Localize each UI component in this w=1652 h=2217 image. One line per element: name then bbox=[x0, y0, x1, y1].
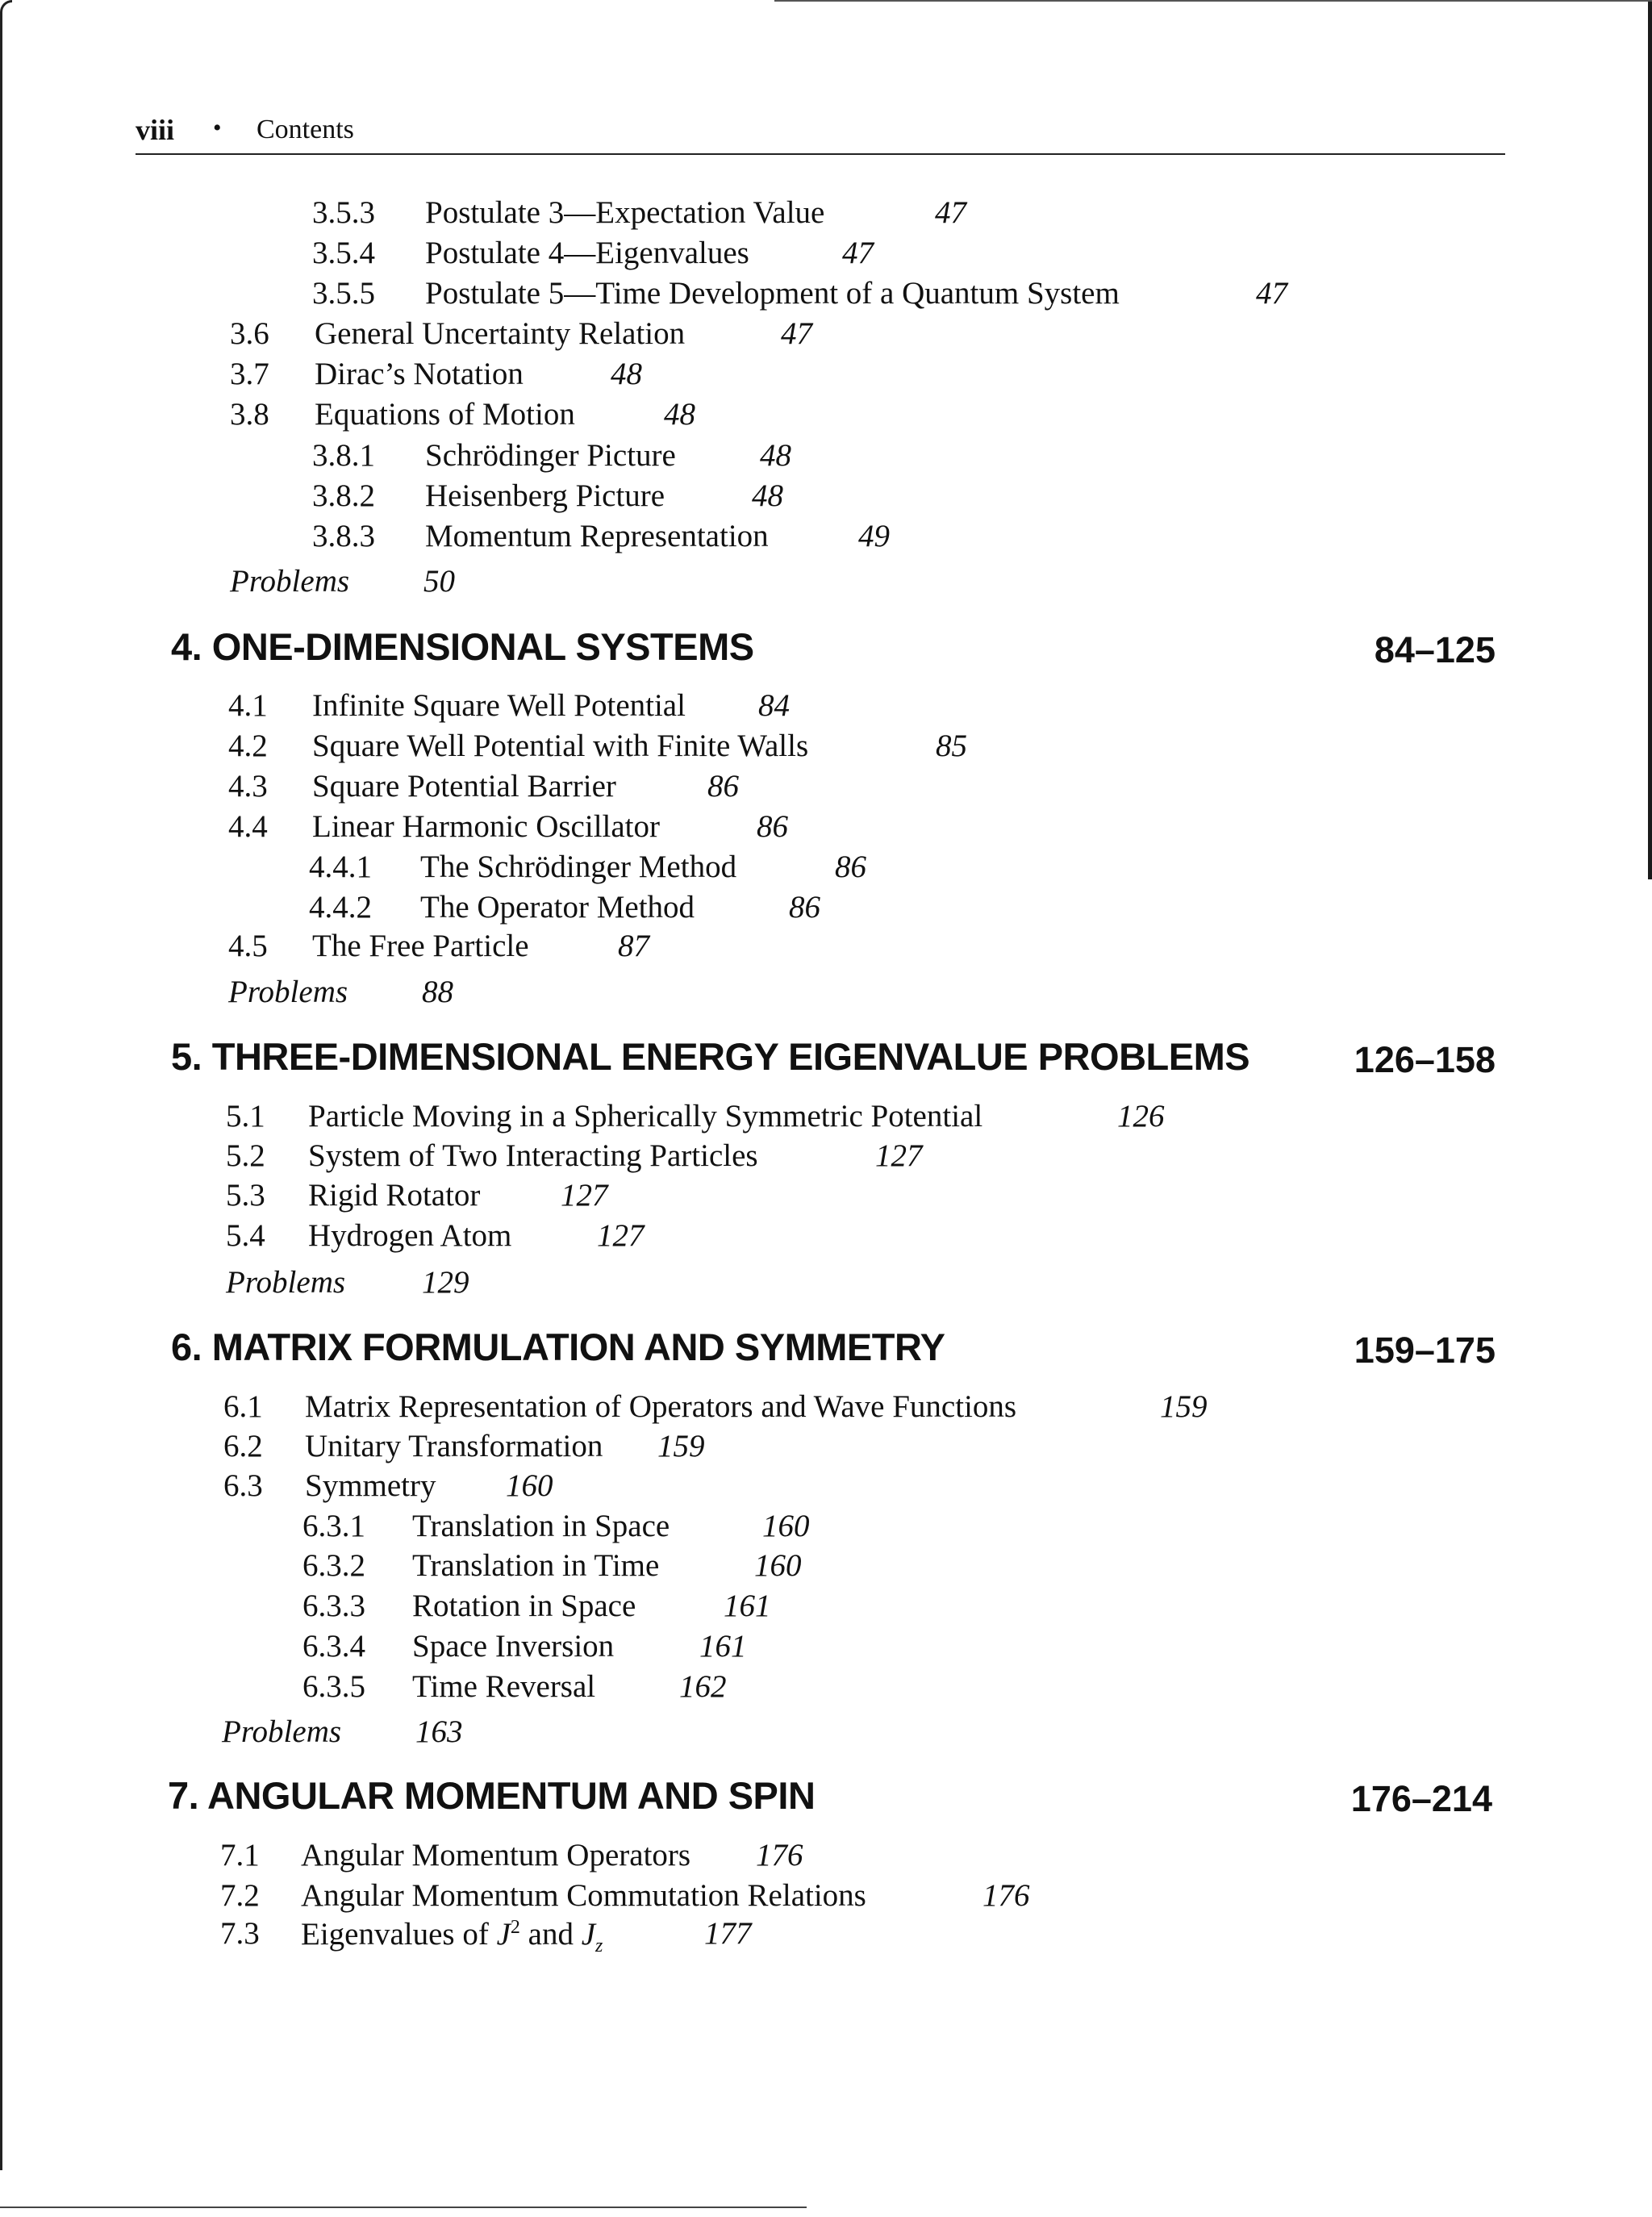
entry-number: 3.7 bbox=[230, 357, 269, 391]
entry-number: 7.2 bbox=[220, 1878, 260, 1913]
scan-edge-left bbox=[0, 24, 2, 2170]
entry-page: 176 bbox=[756, 1838, 803, 1873]
entry-page: 161 bbox=[724, 1589, 771, 1623]
chapter-page-range: 84–125 bbox=[1374, 629, 1496, 670]
entry-number: 3.5.5 bbox=[312, 276, 375, 311]
entry-page: 48 bbox=[760, 438, 791, 473]
entry-title: Infinite Square Well Potential bbox=[312, 688, 686, 723]
entry-number: 4.4 bbox=[228, 809, 268, 844]
entry-number: 3.8.1 bbox=[312, 438, 375, 473]
entry-title: Postulate 3—Expectation Value bbox=[425, 195, 825, 230]
chapter-title: 4. ONE-DIMENSIONAL SYSTEMS bbox=[171, 625, 754, 668]
chapter-title: 7. ANGULAR MOMENTUM AND SPIN bbox=[168, 1774, 816, 1817]
entry-page: 160 bbox=[754, 1548, 802, 1583]
entry-title: Angular Momentum Operators bbox=[301, 1838, 691, 1873]
entry-page: 159 bbox=[1160, 1389, 1208, 1424]
chapter-heading-7 bbox=[168, 1773, 1502, 1822]
entry-title: General Uncertainty Relation bbox=[315, 316, 686, 351]
entry-page: 86 bbox=[757, 809, 788, 844]
entry-title: Angular Momentum Commutation Relations bbox=[301, 1878, 866, 1913]
chapter-page-range: 176–214 bbox=[1350, 1778, 1492, 1819]
scan-edge-right bbox=[1648, 0, 1652, 879]
header-rule bbox=[136, 153, 1505, 155]
entry-number: 7.1 bbox=[220, 1838, 260, 1873]
entry-number: 3.8 bbox=[230, 397, 269, 432]
entry-title: Rigid Rotator bbox=[308, 1178, 481, 1213]
entry-title: Time Reversal bbox=[412, 1669, 596, 1704]
chapter-heading-6 bbox=[171, 1325, 1505, 1373]
running-header bbox=[136, 113, 1505, 153]
entry-page: 160 bbox=[762, 1509, 810, 1543]
entry-number: 6.3.2 bbox=[302, 1548, 365, 1583]
entry-title: System of Two Interacting Particles bbox=[308, 1138, 758, 1173]
entry-title: Linear Harmonic Oscillator bbox=[312, 809, 660, 844]
entry-page: 47 bbox=[842, 236, 874, 270]
entry-title: Equations of Motion bbox=[315, 397, 575, 432]
entry-number: 6.1 bbox=[223, 1389, 263, 1424]
chapter-heading-5 bbox=[171, 1034, 1505, 1083]
entry-page: 160 bbox=[506, 1468, 553, 1503]
header-title: Contents bbox=[257, 115, 354, 144]
scan-edge-bottom bbox=[0, 2207, 807, 2208]
entry-title bbox=[301, 1918, 603, 1956]
entry-title: Square Well Potential with Finite Walls bbox=[312, 729, 809, 763]
entry-number: 3.8.3 bbox=[312, 519, 375, 553]
entry-page: 176 bbox=[982, 1878, 1030, 1913]
problems-label: Problems bbox=[230, 564, 350, 599]
entry-number: 4.4.2 bbox=[309, 890, 372, 925]
entry-page: 50 bbox=[423, 564, 455, 599]
entry-page: 87 bbox=[618, 929, 649, 963]
entry-page: 47 bbox=[781, 316, 812, 351]
entry-title: Schrödinger Picture bbox=[425, 438, 676, 473]
entry-page: 126 bbox=[1117, 1099, 1165, 1134]
entry-title: Momentum Representation bbox=[425, 519, 769, 553]
entry-page: 127 bbox=[597, 1218, 645, 1253]
entry-page: 48 bbox=[752, 478, 783, 513]
j-superscript: 2 bbox=[510, 1917, 520, 1938]
chapter-title: 5. THREE-DIMENSIONAL ENERGY EIGENVALUE PROBLEMS bbox=[171, 1035, 1250, 1078]
entry-title: Dirac’s Notation bbox=[315, 357, 524, 391]
entry-title-prefix: Eigenvalues of bbox=[301, 1917, 497, 1952]
entry-number: 4.1 bbox=[228, 688, 268, 723]
entry-title: Translation in Space bbox=[412, 1509, 670, 1543]
entry-page: 84 bbox=[758, 688, 790, 723]
header-bullet: • bbox=[213, 115, 222, 141]
jz-letter: J bbox=[581, 1917, 596, 1952]
chapter-heading-4 bbox=[171, 624, 1505, 673]
entry-page: 162 bbox=[679, 1669, 727, 1704]
entry-title: Hydrogen Atom bbox=[308, 1218, 512, 1253]
entry-number: 6.3.4 bbox=[302, 1629, 365, 1664]
entry-title: Matrix Representation of Operators and Wave Functions bbox=[305, 1389, 1017, 1424]
page-number-roman: viii bbox=[136, 114, 175, 146]
chapter-page-range: 159–175 bbox=[1354, 1330, 1496, 1371]
entry-title: Postulate 5—Time Development of a Quantum System bbox=[425, 276, 1120, 311]
entry-title: Unitary Transformation bbox=[305, 1429, 603, 1463]
entry-number: 6.2 bbox=[223, 1429, 263, 1463]
entry-page: 163 bbox=[415, 1714, 463, 1749]
entry-page: 161 bbox=[699, 1629, 747, 1664]
entry-page: 159 bbox=[657, 1429, 705, 1463]
entry-number: 4.3 bbox=[228, 769, 268, 804]
entry-number: 6.3.1 bbox=[302, 1509, 365, 1543]
scan-edge-top bbox=[774, 0, 1652, 2]
entry-title: Rotation in Space bbox=[412, 1589, 636, 1623]
entry-number: 3.8.2 bbox=[312, 478, 375, 513]
entry-number: 6.3 bbox=[223, 1468, 263, 1503]
entry-number: 4.4.1 bbox=[309, 850, 372, 884]
entry-page: 86 bbox=[789, 890, 820, 925]
entry-number: 4.2 bbox=[228, 729, 268, 763]
entry-title: Translation in Time bbox=[412, 1548, 660, 1583]
chapter-title: 6. MATRIX FORMULATION AND SYMMETRY bbox=[171, 1326, 945, 1368]
entry-title: Postulate 4—Eigenvalues bbox=[425, 236, 749, 270]
entry-number: 5.2 bbox=[226, 1138, 265, 1173]
entry-page: 85 bbox=[936, 729, 967, 763]
entry-number: 3.5.4 bbox=[312, 236, 375, 270]
entry-number: 3.6 bbox=[230, 316, 269, 351]
entry-number: 6.3.5 bbox=[302, 1669, 365, 1704]
entry-page: 86 bbox=[707, 769, 739, 804]
chapter-page-range: 126–158 bbox=[1354, 1039, 1496, 1080]
entry-page: 127 bbox=[875, 1138, 923, 1173]
j-letter: J bbox=[496, 1917, 511, 1952]
jz-subscript: z bbox=[595, 1935, 603, 1956]
entry-page: 88 bbox=[422, 975, 453, 1009]
entry-title: Square Potential Barrier bbox=[312, 769, 616, 804]
entry-number: 6.3.3 bbox=[302, 1589, 365, 1623]
problems-label: Problems bbox=[222, 1714, 342, 1749]
entry-number: 5.1 bbox=[226, 1099, 265, 1134]
entry-title: The Operator Method bbox=[420, 890, 695, 925]
entry-page: 86 bbox=[835, 850, 866, 884]
entry-title: Symmetry bbox=[305, 1468, 436, 1503]
entry-page: 48 bbox=[664, 397, 695, 432]
entry-page: 48 bbox=[611, 357, 642, 391]
entry-title: Heisenberg Picture bbox=[425, 478, 665, 513]
entry-page: 127 bbox=[561, 1178, 608, 1213]
entry-title: Space Inversion bbox=[412, 1629, 615, 1664]
entry-number: 5.3 bbox=[226, 1178, 265, 1213]
entry-title: The Free Particle bbox=[312, 929, 529, 963]
entry-number: 3.5.3 bbox=[312, 195, 375, 230]
problems-label: Problems bbox=[226, 1265, 346, 1300]
entry-title: The Schrödinger Method bbox=[420, 850, 737, 884]
entry-page: 47 bbox=[935, 195, 966, 230]
problems-label: Problems bbox=[228, 975, 348, 1009]
entry-number: 5.4 bbox=[226, 1218, 265, 1253]
entry-title: Particle Moving in a Spherically Symmetric Potential bbox=[308, 1099, 983, 1134]
and-text: and bbox=[519, 1917, 582, 1952]
entry-page: 47 bbox=[1256, 276, 1287, 311]
entry-page: 177 bbox=[704, 1916, 752, 1951]
entry-page: 49 bbox=[858, 519, 890, 553]
entry-page: 129 bbox=[422, 1265, 469, 1300]
entry-number: 4.5 bbox=[228, 929, 268, 963]
entry-number: 7.3 bbox=[220, 1916, 260, 1951]
